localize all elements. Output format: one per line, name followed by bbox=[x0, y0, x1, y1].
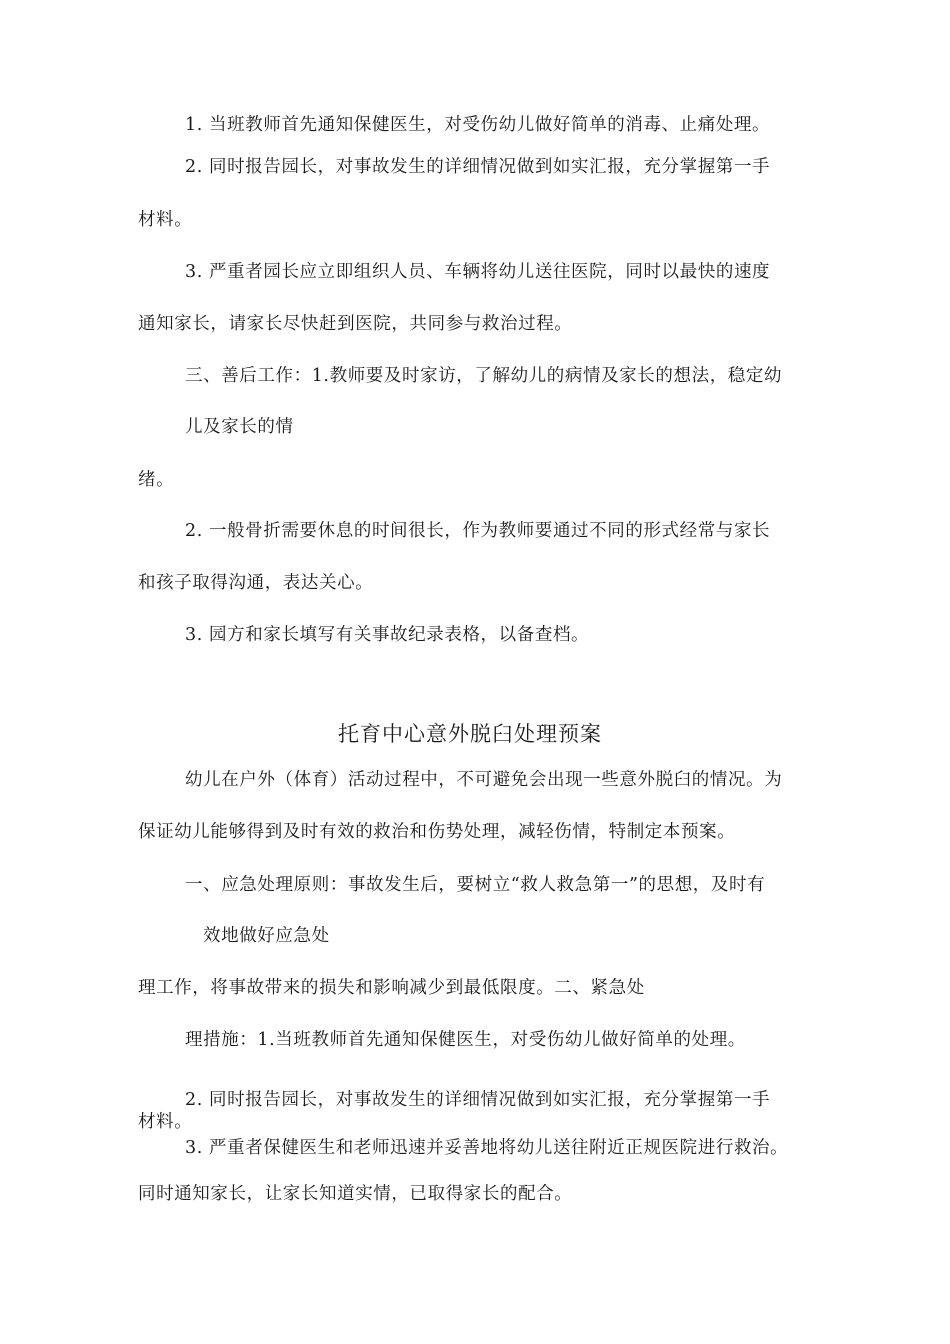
document-title: 托育中心意外脱臼处理预案 bbox=[338, 722, 602, 746]
paragraph-line: 2. 同时报告园长，对事故发生的详细情况做到如实汇报，充分掌握第一手 bbox=[185, 1090, 771, 1110]
paragraph-line: 同时通知家长，让家长知道实情，已取得家长的配合。 bbox=[138, 1184, 573, 1204]
paragraph-line: 3. 园方和家长填写有关事故纪录表格，以备查档。 bbox=[185, 625, 590, 645]
paragraph-line: 3. 严重者保健医生和老师迅速并妥善地将幼儿送往附近正规医院进行救治。 bbox=[185, 1138, 789, 1158]
paragraph-line: 保证幼儿能够得到及时有效的救治和伤势处理，减轻伤情，特制定本预案。 bbox=[138, 822, 736, 842]
section-heading: 一、应急处理原则：事故发生后，要树立“救人救急第一”的思想，及时有 bbox=[185, 875, 766, 895]
paragraph-line: 材料。 bbox=[138, 210, 193, 230]
paragraph-line: 理工作，将事故带来的损失和影响减少到最低限度。二、紧急处 bbox=[138, 978, 645, 998]
paragraph-line: 2. 一般骨折需要休息的时间很长，作为教师要通过不同的形式经常与家长 bbox=[185, 521, 771, 541]
paragraph-line: 3. 严重者园长应立即组织人员、车辆将幼儿送往医院，同时以最快的速度 bbox=[185, 262, 771, 282]
section-heading: 三、善后工作：1.教师要及时家访，了解幼儿的病情及家长的想法，稳定幼 bbox=[185, 366, 783, 386]
paragraph-line: 幼儿在户外（体育）活动过程中，不可避免会出现一些意外脱臼的情况。为 bbox=[185, 770, 783, 790]
paragraph-line: 绪。 bbox=[138, 470, 175, 490]
paragraph-line: 2. 同时报告园长，对事故发生的详细情况做到如实汇报，充分掌握第一手 bbox=[185, 157, 771, 177]
paragraph-line: 1. 当班教师首先通知保健医生，对受伤幼儿做好简单的消毒、止痛处理。 bbox=[185, 115, 771, 135]
paragraph-line: 理措施：1.当班教师首先通知保健医生，对受伤幼儿做好简单的处理。 bbox=[185, 1030, 746, 1050]
paragraph-line: 和孩子取得沟通，表达关心。 bbox=[138, 573, 374, 593]
paragraph-line: 材料。 bbox=[138, 1112, 193, 1132]
paragraph-line: 通知家长，请家长尽快赶到医院，共同参与救治过程。 bbox=[138, 314, 573, 334]
paragraph-line: 儿及家长的情 bbox=[185, 417, 294, 437]
paragraph-line: 效地做好应急处 bbox=[203, 926, 330, 946]
